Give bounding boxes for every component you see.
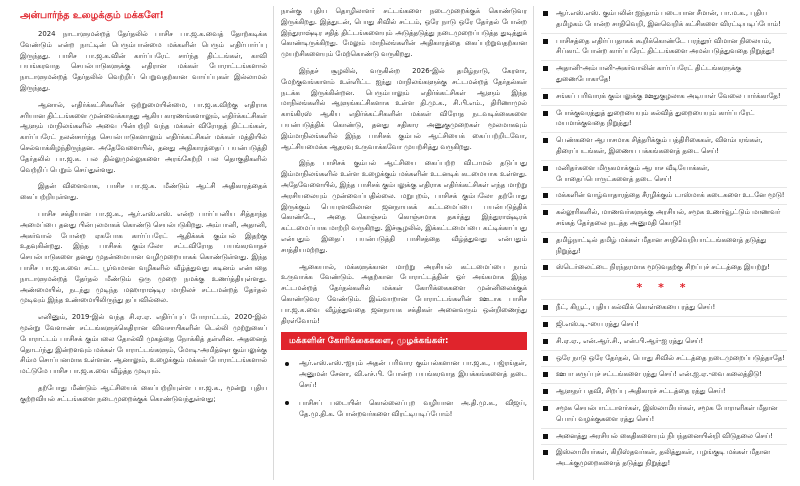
demand-text: ஜி.எஸ்.டி.-யை ரத்து செய்! <box>556 319 640 328</box>
demand-item <box>541 205 787 233</box>
square-bullet-icon <box>543 138 548 143</box>
demand-item <box>541 6 787 34</box>
column-right <box>541 6 787 480</box>
demand-text: போக்குவரத்துத் துறையையும் கல்வித் துறையையும் கார்ப்பரேட் மயமாக்குவதை நிறுத்து! <box>556 108 755 128</box>
demand-text: ஊபா கருப்புச் சட்டங்களை ரத்து செய்! என்.ஐ.ஏ.-வை கலைத்திடு! <box>556 370 763 379</box>
demand-text: பாசிசப் படையின் கொல்லைப்புற வழியான அ.தி.மு.க., விஜய், தே.மு.தி.க. போன்றவர்களை விரட்டியடிப்போம்! <box>299 398 527 418</box>
demand-text: அனைத்து அரசியல் கைதிகளையும் நிபந்தனையின்றி விடுதலை செய்! <box>556 431 773 440</box>
square-bullet-icon <box>543 406 548 411</box>
demand-item <box>541 61 787 89</box>
demand-item <box>541 34 787 62</box>
square-bullet-icon <box>543 238 548 243</box>
demand-text: பாசிசத்தை எதிர்ப்பதாகக் கூறிக்கொண்டே பரந்தூர் விமான நிலையம், சிப்காட் போன்ற கார்ப்பரேட் திட்டங்களை அமல்படுத்துவதை நிறுத்து! <box>556 36 775 56</box>
square-bullet-icon <box>543 39 548 44</box>
demand-item <box>541 260 787 277</box>
star-separator: * * * <box>541 277 787 300</box>
square-bullet-icon <box>543 193 548 198</box>
paragraph: இந்த பாசிசக் கும்பல் ஆட்சியை கைப்பற்ற விடாமல் தடுப்பது இம்மாநிலங்களில் உள்ள உழைக்கும் மக்களின் உடனடிக் கடமையாக உள்ளது. அதேவேளையில், இந்த பாசிசக் கும்பலுக்கு எதிராக எதிர்க்கட்சிகள் எந்த மாற்று அரசியலையும் முன்வைப்பதில்லை. மறுபுறம், பாசிசக் கும்பலோ தற்போது இருக்கும் பெயரளவிலான ஜனநாயகக் கட்டமைப்பை பயன்படுத்திக் கொண்டே, அதை கொஞ்சம் கொஞ்சமாக தகர்த்து இந்துராஷ்டிரக் கட்டமைப்பாக மாற்றி வருகிறது. இச்சூழலில், இக்கட்டமைப்பை கட்டிக்காப்பது என்பதும் இதைப் பயன்படுத்தி பாசிசத்தை வீழ்த்துவது என்பதும் சாத்தியமற்றது. <box>281 159 527 254</box>
demand-text: மக்களின் வாழ்வாதாரத்தை சீரழிக்கும் டாஸ்மாக் கடைகளை உடனே மூடு! <box>556 191 785 200</box>
demand-item <box>541 161 787 189</box>
demand-text: சி.ஏ.ஏ., என்.ஆர்.சி., என்.பி.ஆர்-ஐ ரத்து செய்! <box>556 336 704 345</box>
demand-text: ஆர்.எஸ்.எஸ். கும்பலின் ஐந்தாம் படையான சீமான், பா.ம.க., புதிய தமிழகம் போன்ற சாதிவெறி, இனவெறிக் கட்சிகளை விரட்டியடிப்போம்! <box>556 9 781 28</box>
demand-item <box>541 429 787 446</box>
square-bullet-icon <box>543 111 548 116</box>
paragraph: எனினும், 2019-இல் வந்த சி.ஏ.ஏ. எதிர்ப்புப் போராட்டம், 2020-இல் மூன்று வேளாண் சட்டங்களுக்கெதிரான விவசாயிகளின் டெல்லி முற்றுகைப் போராட்டம் பாசிசக் கும்பலை தோல்வி முகத்தை நோக்கித் தள்ளின. அதனைத் தொடர்ந்து இன்றளவும் மக்கள் போராட்டங்களும், மோடி-அமித்ஷா கும்பலுக்கு சிம்ம சொப்பனமாக உள்ளன. ஆனாலும், உழைக்கும் மக்கள் போராட்டங்களால் மட்டுமே பாசிச பா.ஜ.க.வை வீழ்த்த முடியும். <box>20 313 267 376</box>
demand-text: அதானி-அம்பானி-அகர்வாலின் கார்ப்பரேட் திட்டங்களுக்கு துணைபோகாதே! <box>556 64 742 83</box>
square-bullet-icon <box>543 265 548 270</box>
paragraph: இதன் விளைவாக, பாசிச பா.ஜ.க. மீண்டும் ஆட்சி அதிகாரத்தைக் கைப்பற்றியுள்ளது. <box>20 182 267 202</box>
square-bullet-icon <box>543 166 548 171</box>
demand-text: சங்கப் பரிவாரக் கும்பலுக்கு ஊதுகுழலாக அடியாள் வேலை பார்க்காதே! <box>556 91 781 100</box>
demand-item <box>541 351 787 368</box>
demand-text: கல்லூரிகளில், மாணவர்களுக்கு அரசியல், சமூக உணர்வூட்டும் மாணவர் சங்கத் தேர்தலை நடத்த அனுமதி கொடு! <box>556 208 781 227</box>
greeting-heading: அன்பார்ந்த உழைக்கும் மக்களே! <box>20 10 164 21</box>
paragraph: நான்கு புதிய தொழிலாளர் சட்டங்களை நடைமுறைக்குக் கொண்டுவர இருக்கிறது. இத்துடன், பொது சிவில் சட்டம், ஒரே நாடு ஒரே தேர்தல் போன்ற இந்துராஷ்டிர சதித் திட்டங்களையும் அடுத்தடுத்து நடைமுறைப்படுத்த துடித்துக் கொண்டிருக்கிறது. மேலும் மாநிலங்களின் அதிகாரத்தை கைப்பற்றுவதற்கான முயற்சிகளையும் மேற்கொண்டு வருகிறது. <box>281 7 527 59</box>
square-bullet-icon <box>543 434 548 439</box>
demand-item <box>281 358 527 390</box>
demand-text: ஆளுநர் பதவி, சிறப்பு அதிகாரச் சட்டத்தை ரத்து செய்! <box>556 387 726 396</box>
paragraph: தற்போது மீண்டும் ஆட்சியைக் கைப்பற்றியுள்ள பா.ஜ.க., மூன்று புதிய குற்றவியல் சட்டங்களை நடைமுறைக்குக் கொண்டுவந்துள்ளது; <box>20 383 267 403</box>
demand-text: ஆர்.எஸ்.எஸ்.-ஐயும் அதன் பரிவார கும்பல்களான பா.ஜ.க., பஜ்ரங்தள், அனுமன் சேனா, வி.எச்.பி. போன்ற பயங்கரவாத இயக்கங்களைத் தடை செய்! <box>299 359 527 389</box>
square-bullet-icon <box>543 94 548 99</box>
demands-banner: மக்களின் கோரிக்கைகளை, முழக்கங்கள்: <box>281 332 527 350</box>
column-divider <box>533 6 534 480</box>
column-divider <box>273 6 274 480</box>
demand-item <box>541 317 787 334</box>
paragraph: ஆகையால், மக்களுக்கான மாற்று அரசியல் கட்டமைப்பை நாம் உருவாக்க வேண்டும். அதற்கான போராட்டத்தின் ஓர் அங்கமாக இந்த சட்டமன்றத் தேர்தல்களில் மக்கள் கோரிக்கைகளை முன்னிலைக்குக் கொண்டுவர வேண்டும். இவ்வாறான போராட்டங்களின் ஊடாக பாசிச பா.ஜ.க.வை வீழ்த்துவதை ஜனநாயக சக்திகள் அனைவரும் ஒன்றிணைந்து திரள்வோம்! <box>281 262 527 325</box>
demand-item <box>541 445 787 472</box>
demand-item <box>541 133 787 161</box>
demand-text: சமூக செயல்பாட்டாளர்கள், இஸ்லாமியர்கள், சமூக போராளிகள் மீதான பொய் வழக்குகளை ரத்து செய்! <box>556 403 778 423</box>
round-bullet-icon <box>285 362 289 366</box>
demand-text: இஸ்லாமியர்கள், கிறிஸ்தவர்கள், தலித்துகள், பழங்குடி மக்கள் மீதான அடக்குமுறைகளைத் தடுத்து நிறுத்து! <box>556 448 770 468</box>
square-bullet-icon <box>543 210 548 215</box>
demand-text: மனிதர்களை மிருகமாக்கும் ஆபாச வீடியோக்கள், போதைப்பொருட்களைத் தடை செய்! <box>556 163 710 183</box>
square-bullet-icon <box>543 372 548 377</box>
demand-item <box>541 401 787 429</box>
square-bullet-icon <box>543 450 548 455</box>
demand-item <box>541 233 787 261</box>
demand-text: தமிழ்நாட்டில் தமிழ் மக்கள் மீதான சாதிவெறியாட்டங்களைத் தடுத்து நிறுத்து! <box>556 235 767 255</box>
square-bullet-icon <box>543 339 548 344</box>
square-bullet-icon <box>543 66 548 71</box>
demand-text: ஸ்டெர்லைட்டை நிரந்தரமாக மூடுவதற்கு சிறப்புச் சட்டத்தை இயற்று! <box>556 263 770 272</box>
column-middle <box>281 6 527 480</box>
column-left <box>20 6 267 480</box>
square-bullet-icon <box>543 305 548 310</box>
demand-item <box>281 398 527 420</box>
square-bullet-icon <box>543 356 548 361</box>
demand-text: நீட், கியூட், புதிய கல்விக் கொள்கையை ரத்து செய்! <box>556 303 716 312</box>
demand-text: ஒரே நாடு ஒரே தேர்தல், பொது சிவில் சட்டத்தை நடைமுறைப்படுத்தாதே! <box>556 353 786 362</box>
paragraph: இந்தச் சூழலில், வருகின்ற 2026-இல் தமிழ்நாடு, கேரளா, மேற்குவங்காளம் உள்ளிட்ட ஐந்து மாநிலங்களுக்கு சட்டமன்றத் தேர்தல்கள் நடக்க இருக்கின்றன. பெரும்பாலும் எதிர்க்கட்சிகள் ஆளும் இந்த மாநிலங்களில் ஆளுங்கட்சிகளாக உள்ள தி.மு.க., சி.பி.எம்., திரிணாமுல் காங்கிரஸ் ஆகிய எதிர்க்கட்சிகளின் மக்கள் விரோத நடவடிக்கைகளை பயன்படுத்திக் கொண்டு, தனது சதிகார அணுகுமுறைகள் மூலமாகவும் இம்மாநிலங்களில் இந்த பாசிசக் கும்பல் ஆட்சியைக் கைப்பற்றிடவோ, ஆட்சியமைக்க ஆதரவு உருவாக்கவோ முயற்சித்து வருகிறது. <box>281 66 527 151</box>
paragraph: பாசிச சக்தியான பா.ஜ.க., ஆர்.எஸ்.எஸ். என்ற பார்ப்பனிய சித்தாந்த அமைப்பை தனது பின்புலமாகக் கொண்டு செயல்படுகிறது. அம்பானி, அதானி, அகர்வால் போன்ற ஏகபோக கார்ப்பரேட் ஆதிக்கக் கும்பல் இதற்கு உதவுகின்றது. இந்த பாசிசக் கும்பலோ சட்டவிரோத பயங்கரவாதச் செயல்பாடுகளை தனது முதன்மையான வழிமுறையாகக் கொண்டுள்ளது. இந்த பாசிச பா.ஜ.க.வை சட்ட பூர்வமான வழிகளில் வீழ்த்துவது கடினம் என்பதை நாடாளுமன்றத் தேர்தல் மீண்டும் ஒரு முறை நமக்கு உணர்த்தியுள்ளது. அண்மையில், நடந்து முடிந்த மஹாராஷ்டிர மாநிலச் சட்டமன்றத் தேர்தல் முடிவும் இந்த உண்மையிலிருந்து தப்பவில்லை. <box>20 209 267 305</box>
square-bullet-icon <box>543 389 548 394</box>
demand-item <box>541 106 787 134</box>
demand-item <box>541 89 787 106</box>
demand-item <box>541 334 787 351</box>
square-bullet-icon <box>543 322 548 327</box>
paragraph: ஆனால், எதிர்க்கட்சிகளின் ஒற்றுமையின்மை, பா.ஜ.க.விற்கு எதிராக சரியான திட்டங்களை முன்வைக்காதது ஆகிய காரணங்களாலும், எதிர்க்கட்சிகள் ஆளும் மாநிலங்களில் அவை பின்பற்றி வந்த மக்கள் விரோதத் திட்டங்கள், கார்ப்பரேட் நலன்சார்ந்த செயல்பாடுகளாலும் எதிர்க்கட்சிகள் மக்கள் மத்தியில் செல்வாக்கிழந்திருந்தன. அதேவேளையில், தனது அதிகாரத்தைப் பயன்படுத்தி தேர்தலில் பா.ஜ.க. பல தில்லுமுல்லுகளை அரங்கேற்றி பல தொகுதிகளில் வெற்றிப் பெறும் செய்துள்ளது. <box>20 100 267 174</box>
paragraph: 2024 நாடாளுமன்றத் தேர்தலில் பாசிச பா.ஜ.க.வைத் தோற்கடிக்க வேண்டும் என்ற நாட்டின் பெரும்பான்மை மக்களின் பெரும் எதிர்பார்ப்பு இருந்தது. பாசிச பா.ஜ.க.வின் கார்ப்பரேட் சார்ந்த திட்டங்கள், காவி பயங்கரவாத செயல்பாடுகளுக்கு எதிரான மக்கள் போராட்டங்களால் நாடாளுமன்றத் தேர்தலில் வெற்றிப் பெறுவதற்கான வாய்ப்புகள் இல்லாமல் இருந்தது. <box>20 30 267 92</box>
demand-item <box>541 188 787 205</box>
demand-item <box>541 300 787 317</box>
demand-text: பெண்களை ஆபாசமாக சித்தரிக்கும் பத்திரிகைகள், விளம்பரங்கள், திரைப்படங்கள், இணைய பக்கங்களைத் தடை செய்! <box>556 136 763 155</box>
round-bullet-icon <box>285 401 289 405</box>
demand-item <box>541 384 787 401</box>
square-bullet-icon <box>543 11 548 16</box>
demand-item <box>541 367 787 384</box>
